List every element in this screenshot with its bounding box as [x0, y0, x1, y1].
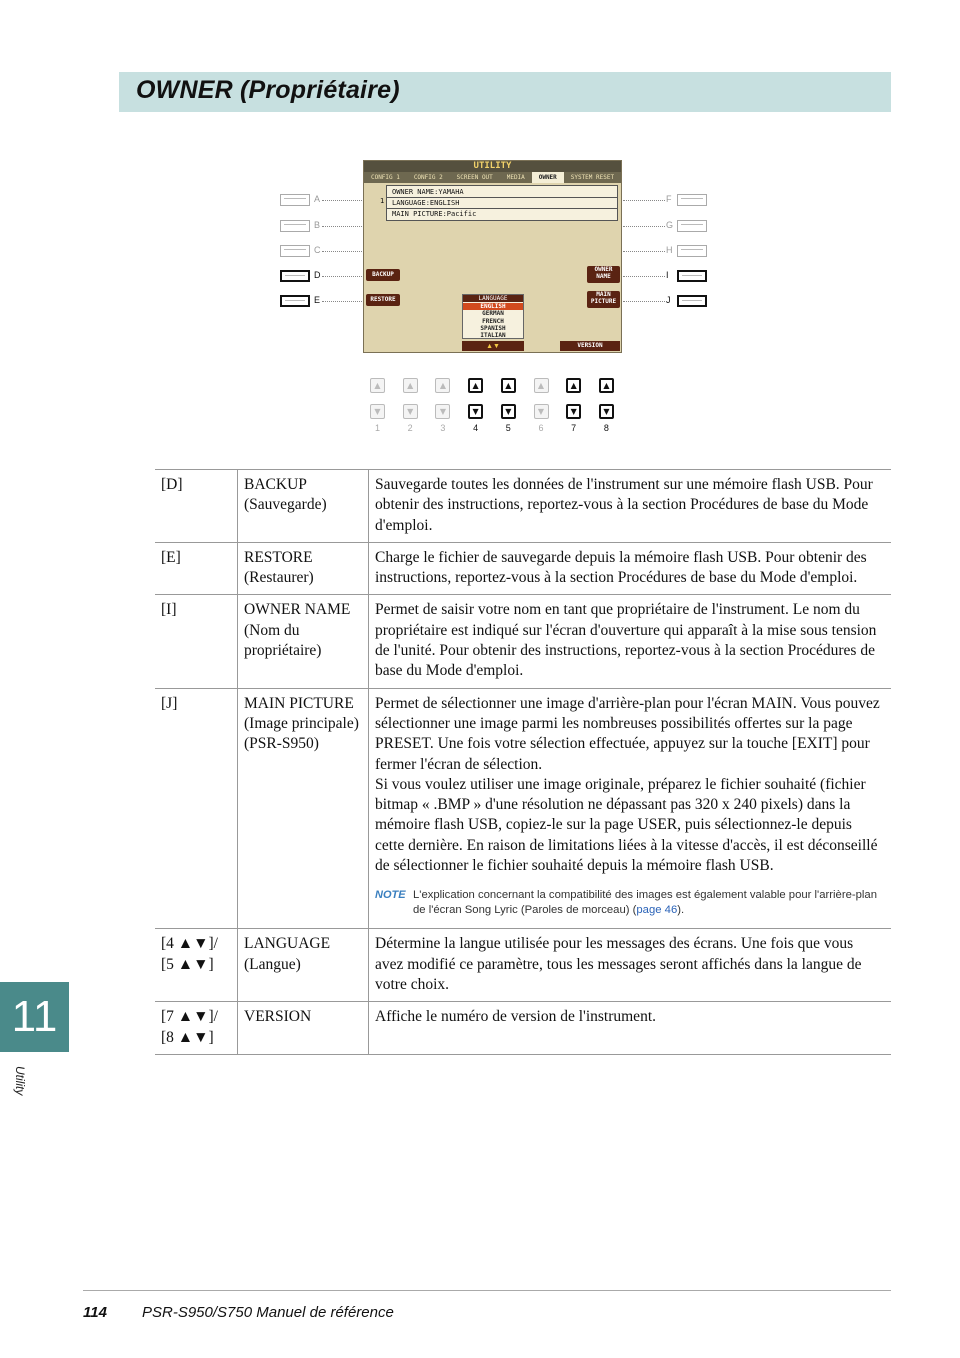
side-button-label: E — [314, 295, 321, 305]
param-name — [238, 929, 369, 1002]
leader-line — [322, 226, 362, 227]
owner-name-line: OWNER NAME:YAMAHA — [392, 188, 464, 196]
lcd-language-option[interactable]: ITALIAN — [480, 332, 506, 340]
description-paragraph: Permet de saisir votre nom en tant que propriétaire de l'instrument. Le nom du propriétaire est indiqué sur l'écran d'ouverture qui apparaît à la mise sous tension de l'unité. Pour obtenir des instructions, reportez-vous à la section Procédures de base du Mode d'emploi. — [375, 601, 877, 680]
parameter-table — [155, 469, 891, 1055]
down-arrow-button-8[interactable]: ▼ — [599, 404, 614, 419]
side-button-label: H — [666, 245, 673, 255]
param-name — [238, 1002, 369, 1055]
lcd-language-option[interactable]: SPANISH — [480, 324, 506, 332]
param-key: [D] — [161, 476, 183, 493]
lcd-language-option[interactable]: ENGLISH — [463, 303, 523, 310]
side-button-e[interactable] — [280, 295, 310, 307]
button-number: 4 — [473, 423, 479, 433]
page-link[interactable]: page 46 — [636, 904, 678, 917]
param-description — [369, 688, 892, 929]
side-button-label: G — [666, 220, 674, 230]
side-button-c[interactable] — [280, 245, 310, 257]
button-number: 2 — [407, 423, 413, 433]
lcd-main-picture-button[interactable] — [587, 291, 620, 308]
side-button-f[interactable] — [677, 194, 707, 206]
side-button-d[interactable] — [280, 270, 310, 282]
down-arrow-button-6[interactable]: ▼ — [534, 404, 549, 419]
side-button-g[interactable] — [677, 220, 707, 232]
param-description — [369, 929, 892, 1002]
down-arrow-button-5[interactable]: ▼ — [501, 404, 516, 419]
param-name — [238, 470, 369, 543]
param-name-line: OWNER NAME — [244, 601, 351, 619]
table-row — [155, 595, 891, 688]
leader-line — [322, 276, 362, 277]
lcd-backup-button[interactable]: BACKUP — [366, 269, 400, 281]
side-button-label: I — [666, 270, 669, 280]
down-arrow-button-4[interactable]: ▼ — [468, 404, 483, 419]
up-arrow-button-3[interactable]: ▲ — [435, 378, 450, 393]
button-number: 5 — [505, 423, 511, 433]
param-name — [238, 688, 369, 929]
down-arrow-button-1[interactable]: ▼ — [370, 404, 385, 419]
lcd-language-list — [462, 294, 524, 339]
param-name-line: (Langue) — [244, 955, 301, 973]
table-row — [155, 688, 891, 929]
param-description — [369, 595, 892, 688]
param-name-line: MAIN PICTURE — [244, 694, 354, 712]
lcd-restore-button[interactable]: RESTORE — [366, 294, 400, 306]
param-key: [4 ▲▼]/ [5 ▲▼] — [161, 935, 218, 973]
leader-line — [623, 251, 665, 252]
note-text: L'explication concernant la compatibilité des images est également valable pour l'arrière-plan de l'écran Song Lyric (Paroles de morceau) ( — [413, 889, 877, 917]
lcd-tab-config-2[interactable]: CONFIG 2 — [413, 174, 443, 181]
leader-line — [623, 200, 665, 201]
up-arrow-button-5[interactable]: ▲ — [501, 378, 516, 393]
lcd-title: UTILITY — [364, 161, 621, 172]
down-arrow-button-3[interactable]: ▼ — [435, 404, 450, 419]
param-name-line: VERSION — [244, 1008, 312, 1026]
description-paragraph: Si vous voulez utiliser une image originale, préparez le fichier souhaité (fichier bitmap « .BMP » d'une résolution ne dépassant pas 320 x 240 pixels) dans la mémoire flash USB, copiez-le sur la page USER, puis sélectionnez-le depuis cette dernière. En raison de limitations liées à la vitesse d'accès, il est déconseillé de sélectionner le fichier souhaité depuis la mémoire flash USB. — [375, 775, 878, 875]
chapter-tab: 11 — [0, 982, 69, 1052]
param-name-line: (PSR-S950) — [244, 735, 319, 753]
language-line: LANGUAGE:ENGLISH — [392, 199, 460, 207]
lcd-main-picture-label-1: MAIN — [596, 291, 611, 298]
note — [375, 888, 885, 918]
lcd-index: 1 — [380, 197, 385, 205]
side-button-label: J — [666, 295, 671, 305]
lcd-tab-bar — [364, 172, 621, 183]
table-row — [155, 542, 891, 595]
lcd-tab-system-reset[interactable]: SYSTEM RESET — [570, 174, 615, 181]
leader-line — [623, 301, 665, 302]
lcd-info-box — [386, 185, 618, 221]
lcd-owner-name-button[interactable] — [587, 266, 620, 283]
param-name-line: RESTORE — [244, 548, 313, 566]
lcd-owner-name-label-1: OWNER — [594, 266, 613, 273]
up-arrow-button-6[interactable]: ▲ — [534, 378, 549, 393]
description-paragraph: Sauvegarde toutes les données de l'instrument sur une mémoire flash USB. Pour obtenir des instructions, reportez-vous à la section Procédures de base du Mode d'emploi. — [375, 476, 873, 534]
up-arrow-button-4[interactable]: ▲ — [468, 378, 483, 393]
param-name-line: (Image principale) — [244, 714, 359, 732]
side-button-label: B — [314, 220, 321, 230]
side-button-b[interactable] — [280, 220, 310, 232]
lcd-owner-name-label-2: NAME — [596, 273, 611, 280]
side-button-h[interactable] — [677, 245, 707, 257]
down-arrow-button-7[interactable]: ▼ — [566, 404, 581, 419]
up-arrow-button-1[interactable]: ▲ — [370, 378, 385, 393]
param-description — [369, 470, 892, 543]
button-number: 8 — [603, 423, 609, 433]
param-name-line: (Nom du propriétaire) — [244, 621, 322, 660]
main-picture-line: MAIN PICTURE:Pacific — [392, 210, 477, 218]
lcd-screen — [363, 160, 622, 353]
table-row — [155, 1002, 891, 1055]
up-arrow-button-2[interactable]: ▲ — [403, 378, 418, 393]
lcd-tab-owner[interactable]: OWNER — [532, 172, 564, 183]
lcd-language-header: LANGUAGE — [463, 295, 523, 302]
param-name — [238, 595, 369, 688]
lcd-language-arrows[interactable]: ▲▼ — [462, 341, 524, 351]
button-number: 1 — [374, 423, 380, 433]
lcd-main-picture-label-2: PICTURE — [590, 298, 617, 305]
side-button-label: F — [666, 194, 672, 204]
description-paragraph: Charge le fichier de sauvegarde depuis la mémoire flash USB. Pour obtenir des instructions, reportez-vous à la section Procédures de base du Mode d'emploi. — [375, 548, 867, 587]
button-number: 6 — [538, 423, 544, 433]
description-paragraph: Affiche le numéro de version de l'instrument. — [375, 1008, 656, 1026]
footer-rule — [83, 1290, 891, 1291]
table-row — [155, 929, 891, 1002]
note-tag: NOTE — [375, 889, 406, 902]
leader-line — [623, 226, 665, 227]
lcd-version-button[interactable]: VERSION — [560, 341, 620, 351]
leader-line — [322, 200, 362, 201]
param-description — [369, 542, 892, 595]
param-key: [J] — [161, 694, 178, 712]
down-arrow-button-2[interactable]: ▼ — [403, 404, 418, 419]
param-key: [I] — [161, 601, 177, 619]
side-button-label: A — [314, 194, 321, 204]
param-description — [369, 1002, 892, 1055]
param-name-line: BACKUP — [244, 476, 307, 493]
button-number: 7 — [571, 423, 577, 433]
side-button-label: D — [314, 270, 321, 280]
side-button-a[interactable] — [280, 194, 310, 206]
chapter-label: Utility — [13, 1066, 27, 1096]
lcd-tab-media[interactable]: MEDIA — [506, 174, 525, 181]
lcd-language-option[interactable]: GERMAN — [482, 310, 504, 318]
param-name-line: (Sauvegarde) — [244, 496, 327, 514]
side-button-i[interactable] — [677, 270, 707, 282]
param-name — [238, 542, 369, 595]
note-text-end: ). — [677, 904, 685, 917]
description-paragraph: Permet de sélectionner une image d'arrière-plan pour l'écran MAIN. Vous pouvez sélectionner une image parmi les nombreuses possibilités offertes sur la page PRESET. Une fois votre sélection effectuée, appuyez sur la touche [EXIT] pour fermer l'écran de sélection. — [375, 694, 880, 773]
leader-line — [322, 301, 362, 302]
up-arrow-button-8[interactable]: ▲ — [599, 378, 614, 393]
side-button-label: C — [314, 245, 321, 255]
lcd-language-option[interactable]: FRENCH — [482, 317, 504, 325]
param-name-line: (Restaurer) — [244, 569, 314, 587]
param-name-line: LANGUAGE — [244, 935, 331, 953]
side-button-j[interactable] — [677, 295, 707, 307]
lcd-tab-screen-out[interactable]: SCREEN OUT — [456, 174, 493, 181]
manual-title: PSR-S950/S750 Manuel de référence — [142, 1304, 394, 1321]
param-key: [7 ▲▼]/ [8 ▲▼] — [161, 1008, 218, 1046]
leader-line — [322, 251, 362, 252]
description-paragraph: Détermine la langue utilisée pour les messages des écrans. Une fois que vous avez modifié ce paramètre, tous les messages seront affichés dans la langue de votre choix. — [375, 935, 862, 993]
param-key: [E] — [161, 548, 181, 566]
button-number: 3 — [440, 423, 446, 433]
leader-line — [623, 276, 665, 277]
lcd-tab-config-1[interactable]: CONFIG 1 — [370, 174, 400, 181]
page-number: 114 — [83, 1304, 107, 1321]
up-arrow-button-7[interactable]: ▲ — [566, 378, 581, 393]
table-row — [155, 470, 891, 543]
section-title: OWNER (Propriétaire) — [136, 76, 400, 104]
